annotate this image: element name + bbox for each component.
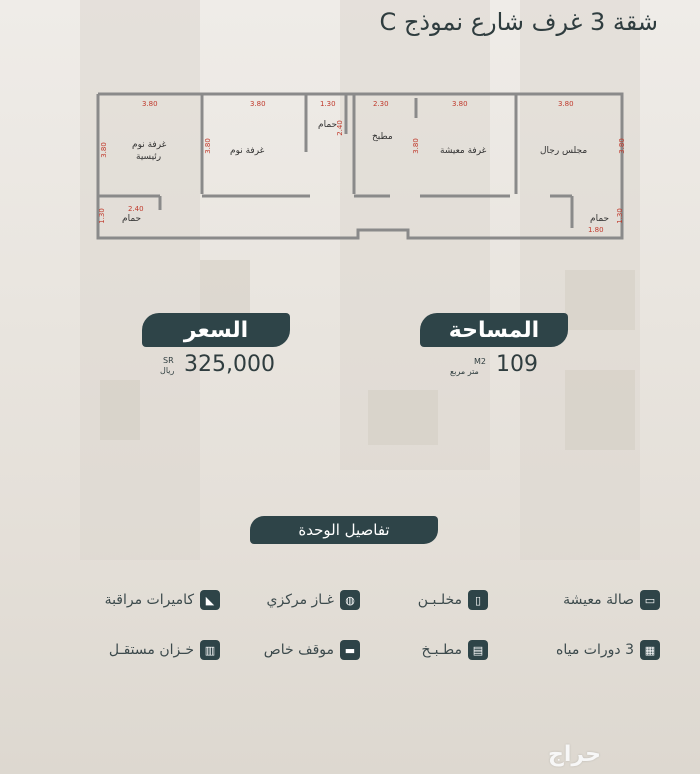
camera-icon: ◣ xyxy=(200,590,220,610)
room-bath-mid: حمام xyxy=(318,120,338,130)
dim-label: 2.30 xyxy=(373,100,389,108)
watermark-logo: حراج xyxy=(548,742,601,767)
feature-item: ▦ 3 دورات مياه xyxy=(556,640,660,660)
dim-label: 1.80 xyxy=(588,226,604,234)
feature-item: ▭ صالة معيشة xyxy=(563,590,660,610)
feature-item: ◍ غـاز مركزي xyxy=(267,590,360,610)
floor-plan-walls xyxy=(90,88,630,244)
sofa-icon: ▭ xyxy=(640,590,660,610)
gas-icon: ◍ xyxy=(340,590,360,610)
feature-item: ▯ مخلـبـن xyxy=(418,590,488,610)
price-value: 325,000 xyxy=(184,352,275,377)
kitchen-icon: ▤ xyxy=(468,640,488,660)
dim-label: 2.40 xyxy=(335,120,344,136)
room-kitchen: مطبخ xyxy=(372,132,393,142)
dim-label: 2.40 xyxy=(128,205,144,213)
page-title: شقة 3 غرف شارع نموذج C xyxy=(379,8,658,36)
dim-label: 3.80 xyxy=(452,100,468,108)
feature-item: ▬ موقف خاص xyxy=(264,640,360,660)
dim-label: 3.80 xyxy=(411,138,420,154)
room-majlis: مجلس رجال xyxy=(540,146,588,156)
price-unit-ar: ريال xyxy=(160,366,175,375)
dim-label: 1.30 xyxy=(97,208,106,224)
area-label: المساحة xyxy=(420,313,568,347)
room-living: غرفة معيشة xyxy=(440,146,487,156)
room-master-bedroom: غرفة نوم xyxy=(132,140,167,150)
price-label: السعر xyxy=(142,313,290,347)
wardrobe-icon: ▯ xyxy=(468,590,488,610)
feature-item: ▤ مطـبـخ xyxy=(422,640,488,660)
price-unit-en: SR xyxy=(163,356,174,365)
room-master-bedroom-2: رئيسية xyxy=(136,152,162,162)
feature-item: ◣ كاميرات مراقبة xyxy=(105,590,220,610)
parking-icon: ▬ xyxy=(340,640,360,660)
feature-item: ▥ خـزان مستقـل xyxy=(109,640,220,660)
floor-plan xyxy=(90,88,630,244)
dim-label: 3.80 xyxy=(250,100,266,108)
dim-label: 1.30 xyxy=(320,100,336,108)
room-bedroom: غرفة نوم xyxy=(230,146,265,156)
dim-label: 1.30 xyxy=(615,208,624,224)
dim-label: 3.80 xyxy=(617,138,626,154)
dim-label: 3.80 xyxy=(558,100,574,108)
area-value: 109 xyxy=(496,352,538,377)
area-unit-ar: متر مربع xyxy=(450,367,479,376)
dim-label: 3.80 xyxy=(99,142,108,158)
dim-label: 3.80 xyxy=(203,138,212,154)
area-unit-en: M2 xyxy=(474,357,486,366)
room-bath-left: حمام xyxy=(122,214,142,224)
toilet-icon: ▦ xyxy=(640,640,660,660)
room-bath-right: حمام xyxy=(590,214,610,224)
tank-icon: ▥ xyxy=(200,640,220,660)
dim-label: 3.80 xyxy=(142,100,158,108)
details-heading: تفاصيل الوحدة xyxy=(250,516,438,544)
